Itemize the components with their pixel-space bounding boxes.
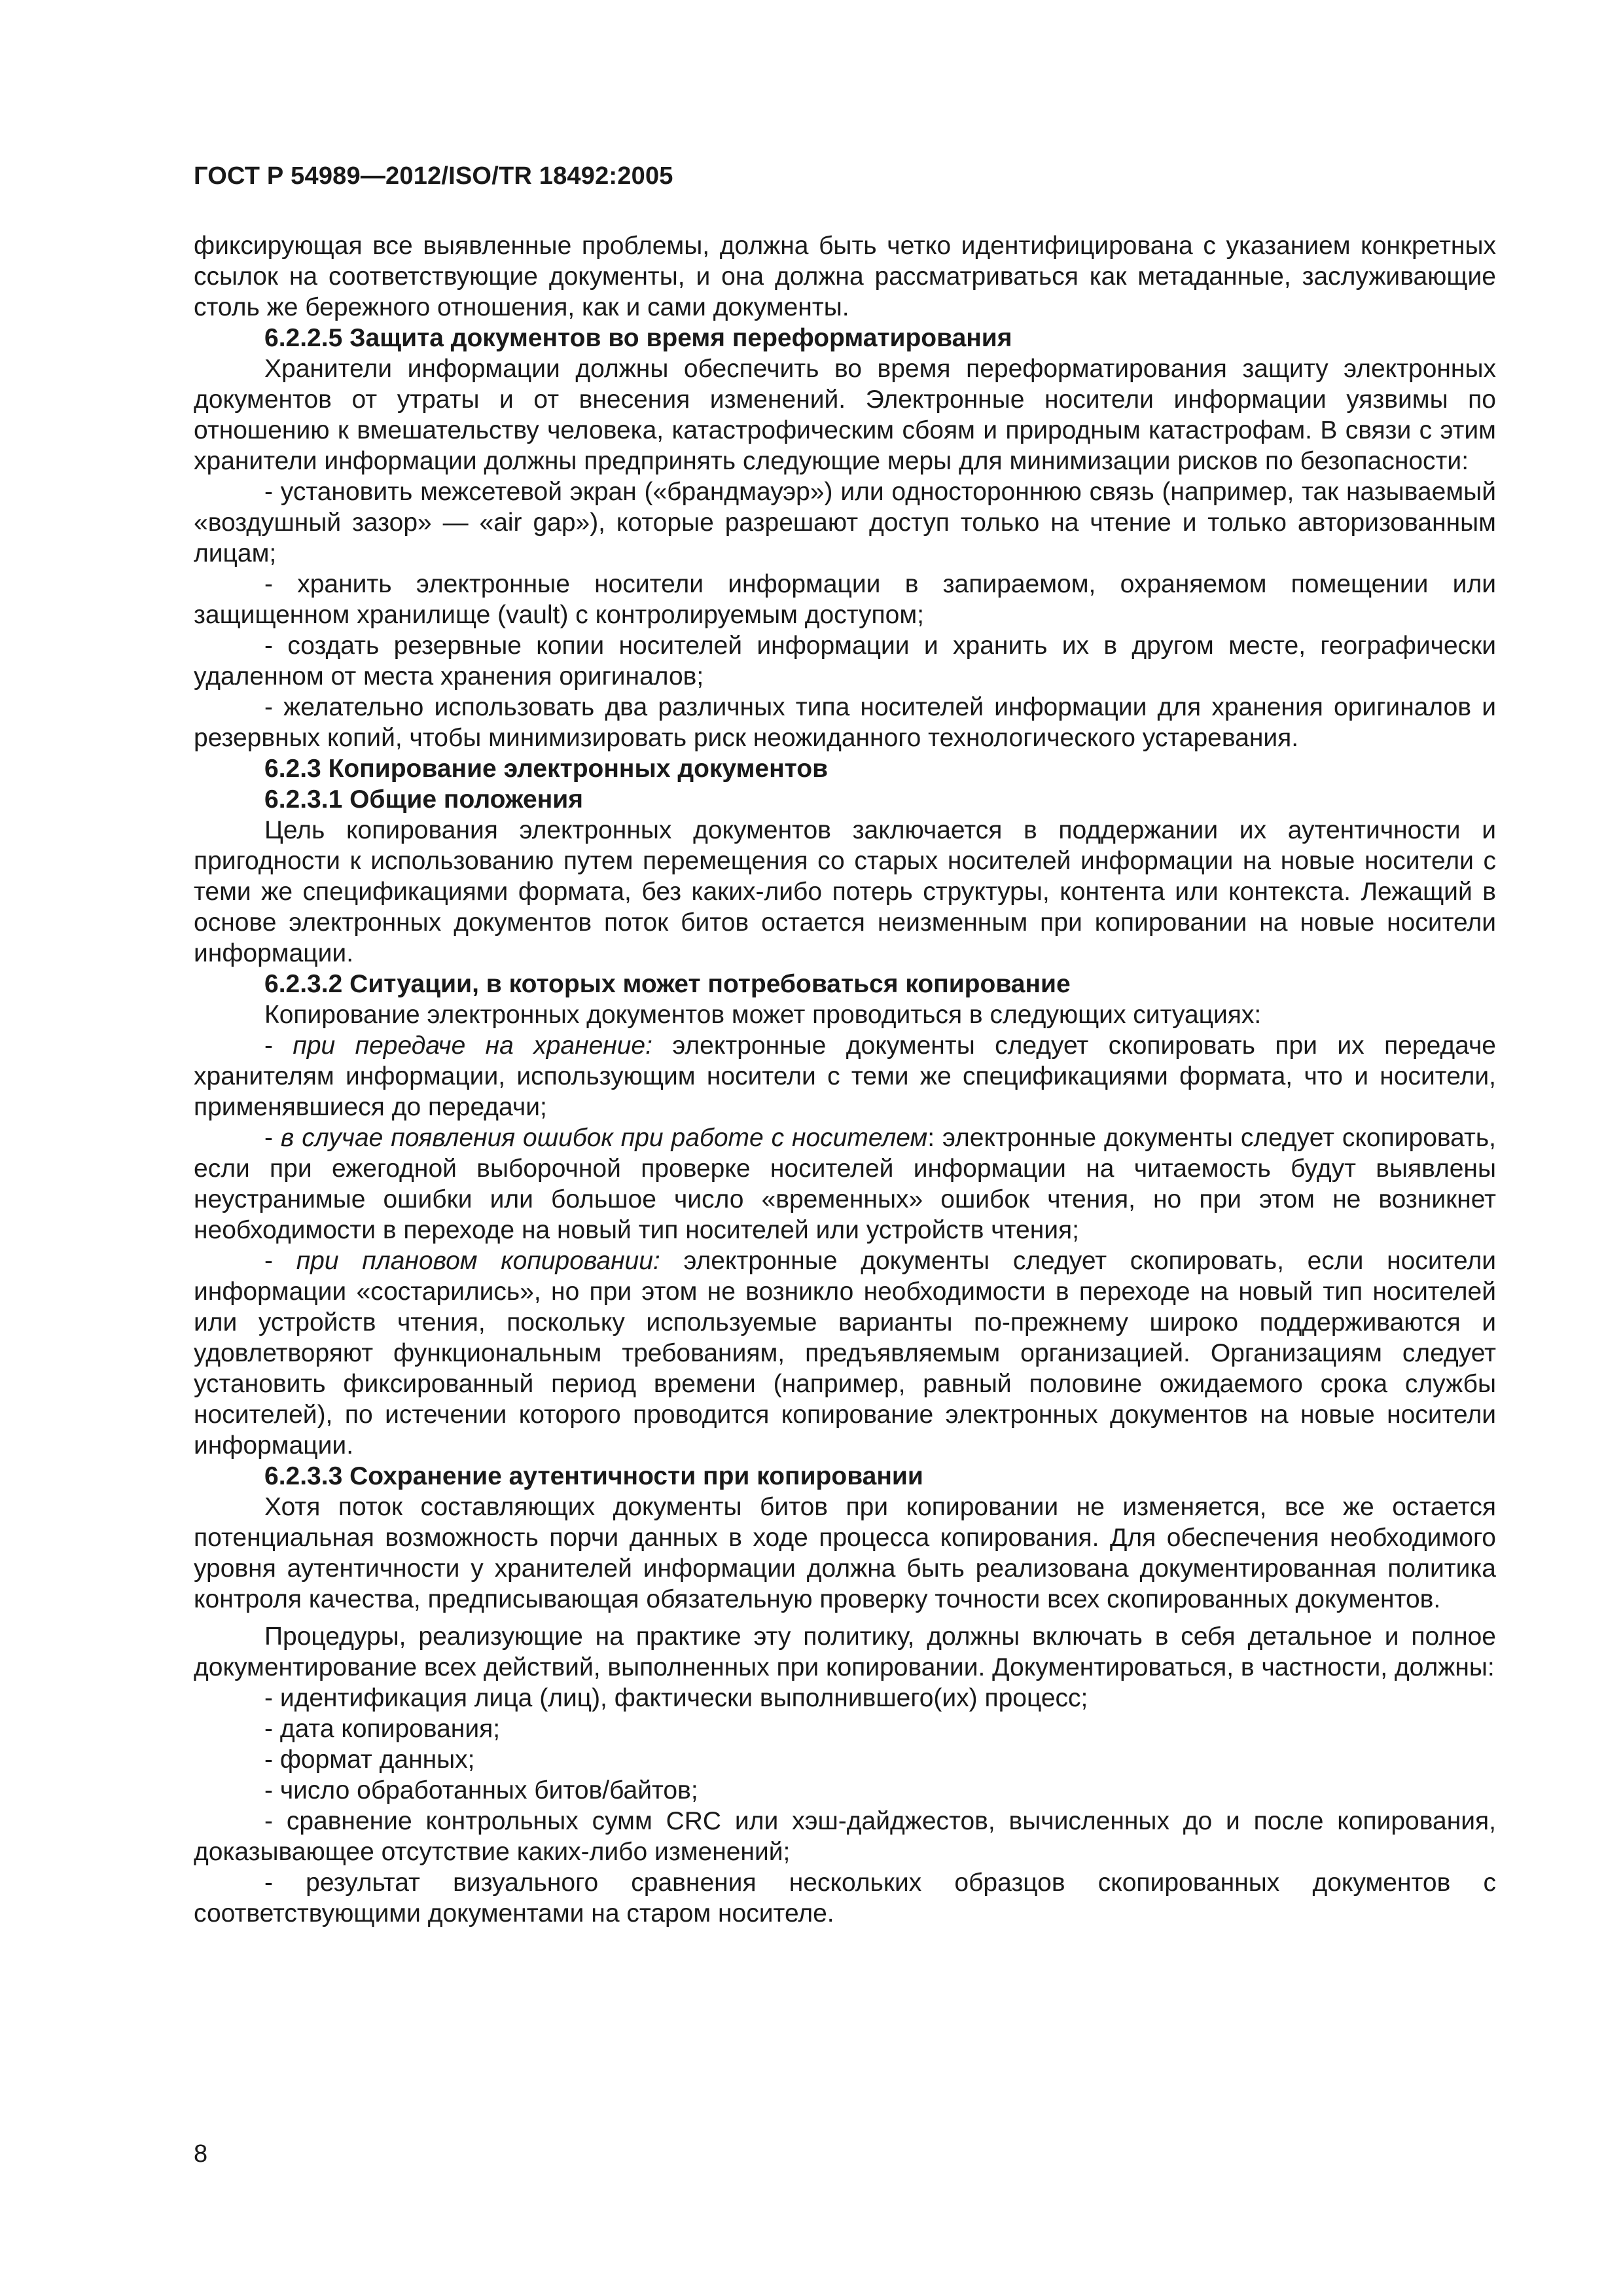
list-item: - создать резервные копии носителей информации и хранить их в другом месте, географически удаленном от места хранения оригиналов; [194,632,1496,691]
list-item: - дата копирования; [264,1715,501,1743]
list-dash: - [264,1247,296,1275]
list-item: - формат данных; [264,1746,475,1774]
page-number: 8 [194,2140,208,2168]
paragraph-spacer [194,1615,1496,1621]
standard-header: ГОСТ Р 54989—2012/ISO/TR 18492:2005 [194,162,673,190]
list-dash: - [264,1124,281,1152]
section-heading: 6.2.2.5 Защита документов во время переформатирования [264,324,1012,352]
list-item-text: : электронные документы следует скопировать, если при ежегодной выборочной проверке носителей информации на читаемость будут выявлены неустранимые ошибки или большое число «временных» ошибок чтения, но при этом не возникнет необходимости в переходе на новый тип носителей или устройств чтения; [194,1124,1497,1244]
list-item-text: электронные документы следует скопировать, если носители информации «состарились», но при этом не возникло необходимости в переходе на новый тип носителей или устройств чтения, поскольку используемые варианты по-прежнему широко поддерживаются и удовлетворяют функциональным требованиям, предъявляемым организацией. Организациям следует установить фиксированный период времени (например, равный половине ожидаемого срока службы носителей), по истечении которого проводится копирование электронных документов на новые носители информации. [194,1247,1496,1460]
list-item: - число обработанных битов/байтов; [264,1776,698,1804]
list-item: - результат визуального сравнения нескольких образцов скопированных документов с соответствующими документами на старом носителе. [194,1869,1496,1928]
list-item [194,1246,1496,1461]
body-paragraph: Копирование электронных документов может проводиться в следующих ситуациях: [264,1001,1262,1029]
section-heading: 6.2.3.3 Сохранение аутентичности при копировании [264,1462,923,1490]
list-item: - сравнение контрольных сумм CRC или хэш-дайджестов, вычисленных до и после копирования, доказывающее отсутствие каких-либо изменений; [194,1807,1496,1866]
document-body [194,230,1496,1929]
list-item: - хранить электронные носители информации в запираемом, охраняемом помещении или защищенном хранилище (vault) с контролируемым доступом; [194,570,1496,629]
list-item [194,1030,1496,1122]
body-paragraph: Хранители информации должны обеспечить во время переформатирования защиту электронных документов от утраты и от внесения изменений. Электронные носители информации уязвимы по отношению к вмешательству человека, катастрофическим сбоям и природным катастрофам. В связи с этим хранители информации должны предпринять следующие меры для минимизации рисков по безопасности: [194,355,1496,475]
list-item-emphasis: при передаче на хранение: [293,1031,652,1060]
list-item-text: электронные документы следует скопировать при их передаче хранителям информации, использующим носители с теми же спецификациями формата, что и носители, применявшиеся до передачи; [194,1031,1496,1121]
list-item-emphasis: в случае появления ошибок при работе с носителем [280,1124,928,1152]
list-item: - идентификация лица (лиц), фактически выполнившего(их) процесс; [264,1684,1088,1712]
list-dash: - [264,1031,293,1060]
body-paragraph: Цель копирования электронных документов заключается в поддержании их аутентичности и пригодности к использованию путем перемещения со старых носителей информации на новые носители с теми же спецификациями формата, без каких-либо потерь структуры, контента или контекста. Лежащий в основе электронных документов поток битов остается неизменным при копировании на новые носители информации. [194,816,1496,967]
section-heading: 6.2.3 Копирование электронных документов [264,755,829,783]
list-item: - установить межсетевой экран («брандмауэр») или одностороннюю связь (например, так называемый «воздушный зазор» — «air gap»), которые разрешают доступ только на чтение и только авторизованным лицам; [194,478,1496,567]
body-paragraph: Хотя поток составляющих документы битов при копировании не изменяется, все же остается потенциальная возможность порчи данных в ходе процесса копирования. Для обеспечения необходимого уровня аутентичности у хранителей информации должна быть реализована документированная политика контроля качества, предписывающая обязательную проверку точности всех скопированных документов. [194,1493,1496,1613]
section-heading: 6.2.3.1 Общие положения [264,785,584,814]
section-heading: 6.2.3.2 Ситуации, в которых может потребоваться копирование [264,970,1071,998]
continued-paragraph: фиксирующая все выявленные проблемы, должна быть четко идентифицирована с указанием конкретных ссылок на соответствующие документы, и она должна рассматриваться как метаданные, заслуживающие столь же бережного отношения, как и сами документы. [194,232,1496,321]
list-item [194,1122,1496,1246]
list-item: - желательно использовать два различных типа носителей информации для хранения оригиналов и резервных копий, чтобы минимизировать риск неожиданного технологического устаревания. [194,693,1496,752]
body-paragraph: Процедуры, реализующие на практике эту политику, должны включать в себя детальное и полное документирование всех действий, выполненных при копировании. Документироваться, в частности, должны: [194,1623,1496,1681]
list-item-emphasis: при плановом копировании: [296,1247,660,1275]
